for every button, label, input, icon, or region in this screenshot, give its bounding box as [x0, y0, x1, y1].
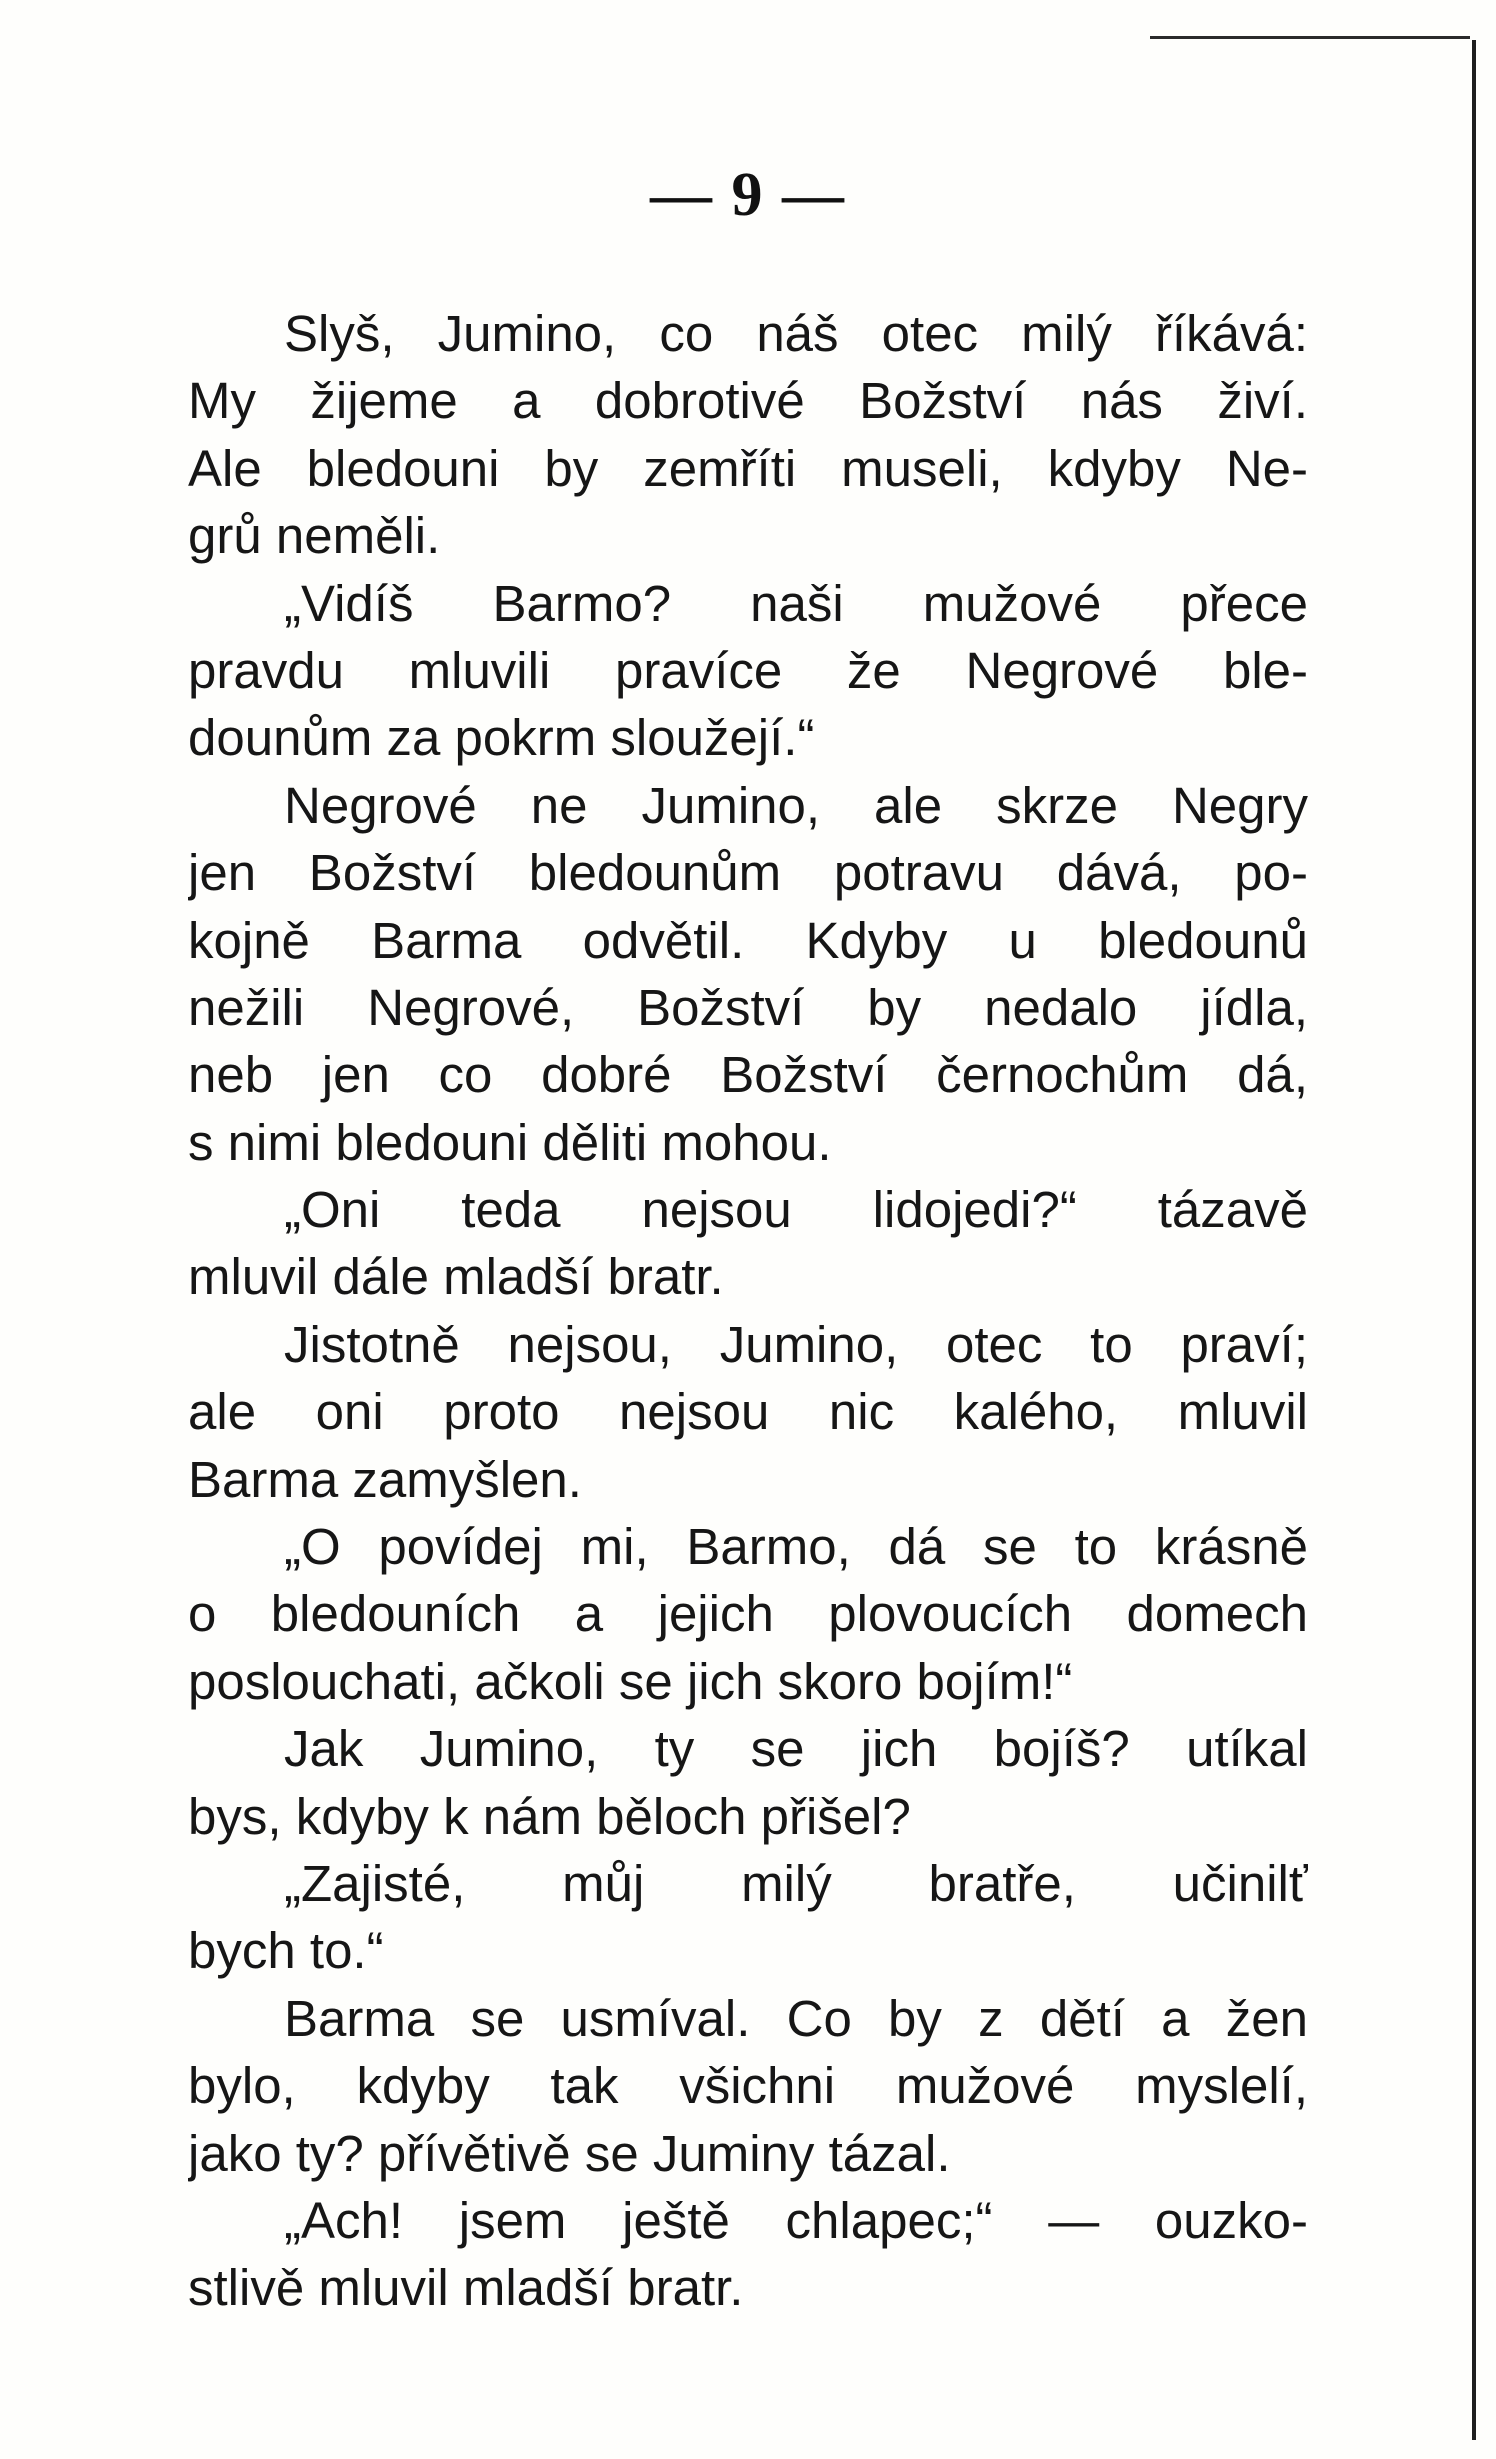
- text-line: „Ach! jsem ještě chlapec;“ — ouzko-: [284, 2191, 1308, 2249]
- text-line: „Vidíš Barmo? naši mužové přece: [284, 574, 1308, 632]
- text-line: bys, kdyby k nám běloch přišel?: [188, 1787, 911, 1845]
- text-line: Ale bledouni by zemříti museli, kdyby Ne-: [188, 439, 1308, 497]
- text-line: mluvil dále mladší bratr.: [188, 1248, 724, 1306]
- text-line: „Zajisté, můj milý bratře, učinilť: [284, 1854, 1308, 1912]
- text-line: „O povídej mi, Barmo, dá se to krásně: [284, 1518, 1308, 1576]
- text-line: jen Božství bledounům potravu dává, po-: [188, 844, 1308, 902]
- page-number: — 9 —: [650, 161, 846, 229]
- text-line: ale oni proto nejsou nic kalého, mluvil: [188, 1383, 1308, 1441]
- text-line: Slyš, Jumino, co náš otec milý říkává:: [284, 305, 1308, 362]
- text-line: „Oni teda nejsou lidojedi?“ tázavě: [284, 1181, 1308, 1239]
- text-line: Barma zamyšlen.: [188, 1450, 582, 1508]
- text-line: neb jen co dobré Božství černochům dá,: [188, 1046, 1308, 1104]
- text-line: Barma se usmíval. Co by z dětí a žen: [284, 1989, 1308, 2047]
- text-line: grů neměli.: [188, 507, 441, 565]
- text-line: Jak Jumino, ty se jich bojíš? utíkal: [284, 1720, 1308, 1778]
- text-line: Negrové ne Jumino, ale skrze Negry: [284, 776, 1308, 834]
- text-line: dounům za pokrm sloužejí.“: [188, 709, 815, 767]
- text-line: bylo, kdyby tak všichni mužové myslelí,: [188, 2057, 1308, 2115]
- text-line: o bledouních a jejich plovoucích domech: [188, 1585, 1308, 1643]
- page-edge-rule-right: [1472, 40, 1476, 2440]
- text-line: jako ty? přívětivě se Juminy tázal.: [188, 2124, 951, 2182]
- text-line: bych to.“: [188, 1922, 384, 1980]
- body-text: [188, 300, 1308, 2322]
- page-edge-rule-top: [1150, 36, 1470, 39]
- text-line: nežili Negrové, Božství by nedalo jídla,: [188, 978, 1308, 1036]
- text-line: poslouchati, ačkoli se jich skoro bojím!“: [188, 1652, 1073, 1710]
- text-line: stlivě mluvil mladší bratr.: [188, 2259, 744, 2317]
- text-line: s nimi bledouni děliti mohou.: [188, 1113, 832, 1171]
- text-line: pravdu mluvili pravíce že Negrové ble-: [188, 641, 1308, 699]
- text-line: My žijeme a dobrotivé Božství nás živí.: [188, 372, 1308, 430]
- text-line: Jistotně nejsou, Jumino, otec to praví;: [284, 1315, 1308, 1373]
- text-line: kojně Barma odvětil. Kdyby u bledounů: [188, 911, 1308, 969]
